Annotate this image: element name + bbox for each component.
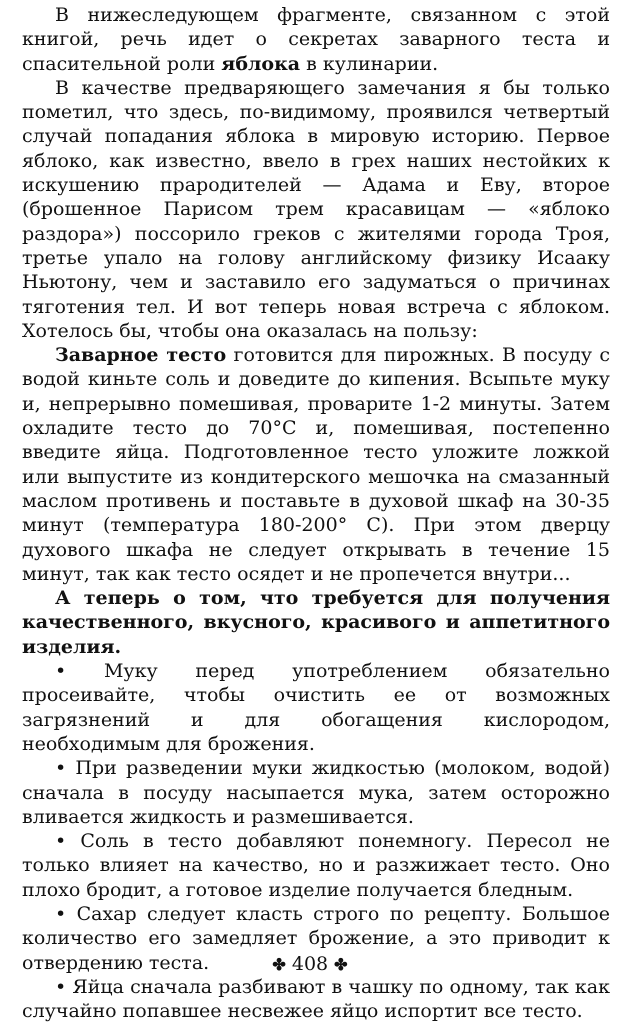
paragraph-recipe (22, 343, 610, 586)
list-item: • Сахар следует класть строго по рецепту. Большое количество его замедляет брожение, а это приводит к отвердению теста. (22, 902, 610, 974)
section-heading (22, 586, 610, 659)
intro-text: В нижеследующем фрагменте, связанном с этой книгой, речь идет о секретах заварного теста и спасительной роли (22, 4, 610, 75)
intro-bold-word: яблока (221, 52, 301, 75)
list-item: • Яйца сначала разбивают в чашку по одному, так как случайно попавшее несвежее яйцо испортит все тесто. (22, 975, 610, 1023)
recipe-text: готовится для пирожных. В посуду с водой киньте соль и доведите до кипения. Всыпьте муку и, непрерывно помешивая, проварите 1-2 минуты. Затем охладите тесто до 70°С и, помешивая, постепенно введите яйца. Подготовленное тесто уложите ложкой или выпустите из кондитерского мешочка на смазанный маслом противень и поставьте в духовой шкаф на 30-35 минут (температура 180-200° С). При этом дверцу духового шкафа не следует открывать в течение 15 минут, так как тесто осядет и не пропечется внутри... (22, 344, 610, 585)
intro-text-end: в кулинарии. (300, 52, 439, 75)
page-number: 408 (291, 953, 329, 975)
right-ornament-icon: ✤ (334, 955, 348, 974)
list-item: • Муку перед употреблением обязательно просеивайте, чтобы очистить ее от возможных загрязнений и для обогащения кислородом, необходимым для брожения. (22, 660, 610, 755)
heading-text: А теперь о том, что требуется для получения качественного, вкусного, красивого и аппетитного изделия. (22, 587, 610, 658)
page-footer (0, 952, 620, 977)
paragraph-remark: В качестве предваряющего замечания я бы только пометил, что здесь, по-видимому, проявился четвертый случай попадания яблока в мировую историю. Первое яблоко, как известно, ввело в грех наших нестойких к искушению прародителей — Адама и Еву, второе (брошенное Парисом трем красавицам — «яблоко раздора») поссорило греков с жителями города Троя, третье упало на голову английскому физику Исааку Ньютону, чем и заставило его задуматься о причинах тяготения тел. И вот теперь новая встреча с яблоком. Хотелось бы, чтобы она оказалась на пользу: (22, 76, 610, 342)
left-ornament-icon: ✤ (272, 955, 286, 974)
paragraph-intro (22, 3, 610, 76)
list-item: • При разведении муки жидкостью (молоком, водой) сначала в посуду насыпается мука, затем осторожно вливается жидкость и размешивается. (22, 757, 610, 828)
recipe-title: Заварное тесто (55, 344, 227, 367)
list-item: • Соль в тесто добавляют понемногу. Пересол не только влияет на качество, но и разжижает тесто. Оно плохо бродит, а готовое изделие получается бледным. (22, 830, 610, 901)
